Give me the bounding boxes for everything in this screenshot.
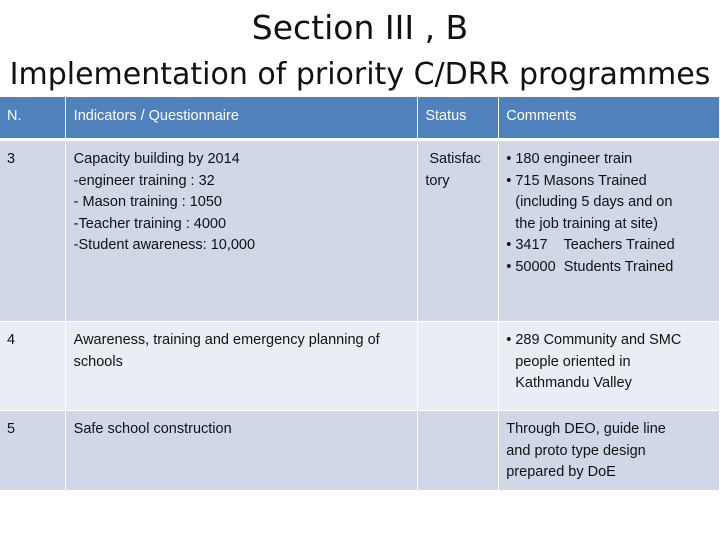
indicator-line: -engineer training : 32	[73, 172, 215, 189]
indicator-table	[0, 97, 720, 491]
comment-bullet: • 180 engineer train	[506, 149, 713, 171]
comment-bullet: • 3417 Teachers Trained	[506, 235, 713, 257]
column-header-status: Status	[418, 97, 499, 141]
column-header-n: N.	[0, 97, 66, 141]
comment-bullet: • 289 Community and SMC	[506, 330, 713, 352]
comment-continuation: the job training at site)	[515, 215, 658, 232]
column-header-indicators: Indicators / Questionnaire	[66, 97, 419, 141]
comments-cell	[499, 411, 720, 491]
status-cell	[418, 141, 499, 322]
indicator-cell: Safe school construction	[66, 411, 419, 491]
comments-cell	[499, 322, 720, 411]
row-number: 4	[0, 322, 66, 411]
comment-line: prepared by DoE	[506, 464, 616, 480]
status-cell	[418, 411, 499, 491]
status-cell	[418, 322, 499, 411]
comment-continuation: people oriented in	[515, 353, 631, 370]
table-header-row	[0, 97, 720, 141]
comments-cell	[499, 141, 720, 322]
row-number: 3	[0, 141, 66, 322]
indicator-line: -Student awareness: 10,000	[73, 237, 256, 253]
comment-continuation: Kathmandu Valley	[515, 375, 632, 391]
page-title: Section III , B	[251, 8, 469, 47]
status-line: Satisfac	[429, 151, 481, 167]
comment-line: and proto type design	[506, 442, 646, 459]
comment-bullet: • 50000 Students Trained	[506, 257, 713, 279]
table-row	[0, 141, 720, 322]
column-header-comments: Comments	[499, 97, 720, 141]
comment-bullet: • 715 Masons Trained	[506, 171, 713, 193]
indicator-line: - Mason training : 1050	[73, 194, 222, 210]
indicator-cell	[66, 141, 419, 322]
comment-line: Through DEO, guide line	[506, 421, 666, 437]
comment-continuation: (including 5 days and on	[515, 194, 673, 210]
indicator-line: Capacity building by 2014	[73, 151, 240, 167]
indicator-cell: Awareness, training and emergency planning of schools	[66, 322, 419, 411]
row-number: 5	[0, 411, 66, 491]
table-row	[0, 411, 720, 491]
indicator-line: -Teacher training : 4000	[73, 215, 227, 232]
page-subtitle: Implementation of priority C/DRR programmes	[9, 57, 711, 92]
status-line: tory	[425, 172, 450, 189]
table-row	[0, 322, 720, 411]
